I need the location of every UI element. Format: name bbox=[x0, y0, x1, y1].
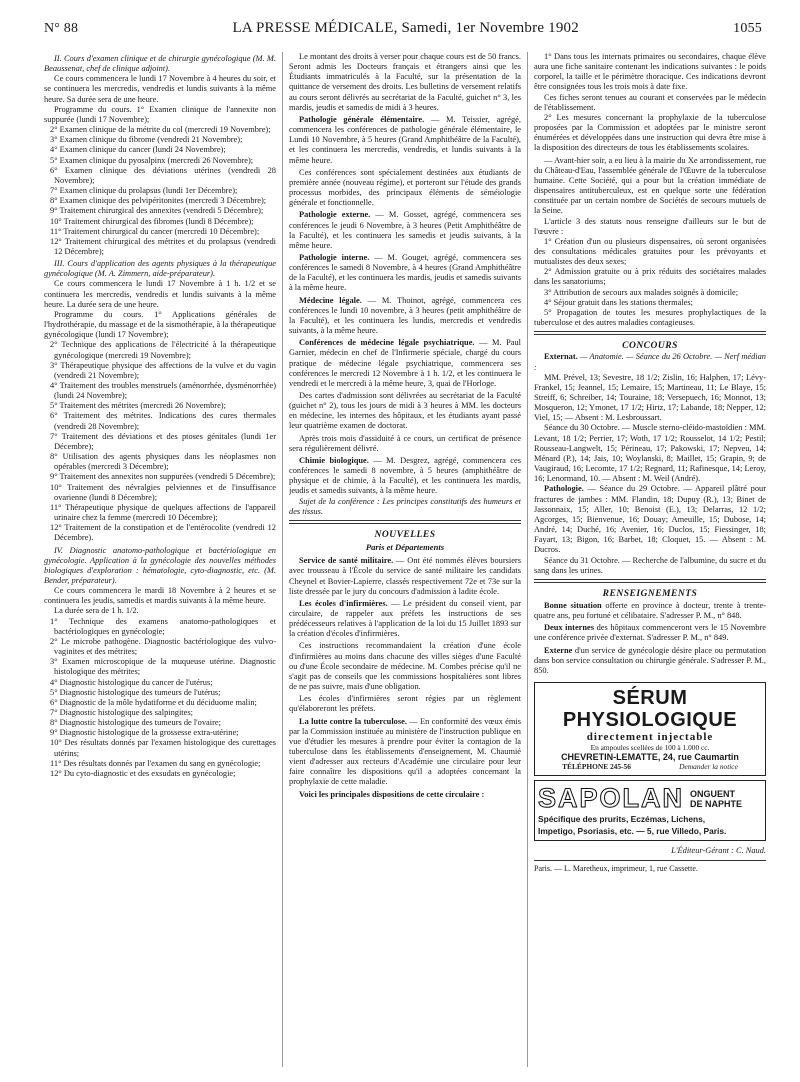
paragraph: 3° Thérapeutique physique des affections de la vulve et du vagin (vendredi 21 Novembre); bbox=[50, 360, 276, 380]
ad-logo-text: SAPOLAN bbox=[538, 783, 685, 814]
paragraph-heading: Externe bbox=[544, 645, 573, 655]
paragraph-text: — Ont été nommés élèves boursiers avec trousseau à l'École du service de santé militaire les candidats Cheynel et Bovier-Lapierre, classés respectivement 72e et 73e sur la liste dressée par le jury du concours d'admission à ladite école. bbox=[289, 556, 521, 596]
paragraph: 5° Traitement des métrites (mercredi 26 Novembre); bbox=[50, 401, 226, 411]
fees-paragraph: Le montant des droits à verser pour chaque cours est de 50 francs. Seront admis les Docteurs français et étrangers ainsi que les Étudiants immatriculés à la Faculté, sur la présentation de la quittance de versement des droits. Les bulletins de versement relatifs au cours seront délivrés au secrétariat de la Faculté, guichet n° 3, les mardis, jeudis et samedis de midi à 3 heures. bbox=[289, 52, 521, 112]
seance-31-paragraph: Séance du 31 Octobre. — Recherche de l'albumine, du sucre et du sang dans les urines. bbox=[534, 555, 766, 575]
nouvelles-subheading: Paris et Départements bbox=[365, 542, 445, 553]
assemblee-paragraph: — Avant-hier soir, a eu lieu à la mairie du Xe arrondissement, rue du Château-d'Eau, l'assemblée générale de l'Œuvre de la tuberculose humaine. Cette Société, qui a pour but la création immédiate de dispensaires antituberculeux, est en quelque sorte une fédération constituée par un certain nombre de Sociétés de secours mutuels de la Seine. bbox=[534, 155, 766, 216]
ecoles-infirmieres-paragraph bbox=[289, 599, 521, 640]
psychiatrie-paragraph bbox=[289, 338, 521, 389]
paragraph-heading: Conférences de médecine légale psychiatrique. bbox=[299, 338, 475, 348]
paragraph-text: — M. Gouget, agrégé, commencera ses conférences le samedi 8 Novembre, à 4 heures (Grand Amphithéâtre de la Faculté), et les continuera les mardis, jeudis et samedis suivants à la même heure. bbox=[289, 252, 521, 293]
printer-credit: Paris. — L. Maretheux, imprimeur, 1, rue Cassette. bbox=[534, 860, 766, 874]
sante-militaire-paragraph bbox=[289, 556, 521, 597]
list-item: 1° Création d'un ou plusieurs dispensaires, où seront organisées des consultations médicales gratuites pour les prévoyants et mutualistes des deux sexes; bbox=[534, 236, 766, 267]
ad-body-line: Impetigo, Psoriasis, etc. — 5, rue Villedo, Paris. bbox=[538, 826, 727, 837]
ad-subheadline: directement injectable bbox=[586, 731, 714, 744]
section-divider bbox=[534, 331, 766, 335]
pathologie-interne-paragraph bbox=[289, 253, 521, 294]
externat-results-paragraph: MM. Prével, 13; Sevestre, 18 1/2; Zislin, 16; Halphen, 17; Lévy-Frankel, 15; Jeannel, 15; Lemaire, 15; Martineau, 11; Le Blaye, 15; Streiff, 6; Schreiber, 14; Touraine, 18; Versepuech, 16; Monnot, 13; Mosqueron, 12; Ymonet, 17 1/2; Hirtz, 17; Labande, 18; Nepper, 12; Viel, 15; — Absent : M. Lesbroussart. bbox=[534, 372, 766, 423]
paragraph: 7° Examen clinique du prolapsus (lundi 1er Décembre); bbox=[50, 186, 238, 196]
paragraph: IV. Diagnostic anatomo-pathologique et bactériologique en gynécologie. Application à la gynécologie des nouvelles méthodes biologiques d'exploration : hématologie, cyto-diagnostic, etc. (M. Bender, préparateur). bbox=[44, 545, 276, 585]
instructions-paragraph: Ces instructions recommandaient la création d'une école d'infirmières au moins dans chacune des villes sièges d'une Faculté ou d'une École secondaire de médecine. M. Combes précise qu'il ne s'agit pas de conseils que les commissions hospitalières sont libres de ne pas suivre, mais d'une obligation. bbox=[289, 641, 521, 692]
issue-number: N° 88 bbox=[44, 21, 79, 36]
paragraph: 12° Traitement de la constipation et de l'entérocolite (vendredi 12 Décembre). bbox=[50, 523, 276, 543]
paragraph: Programme du cours. 1° Applications générales de l'hydrothérapie, du massage et de la sismothérapie, à la thérapeutique gynécologique (lundi 17 Novembre); bbox=[44, 309, 276, 340]
sujet-paragraph: Sujet de la conférence : Les principes constitutifs des humeurs et des tissus. bbox=[289, 496, 521, 516]
paragraph-heading: Deux internes bbox=[544, 623, 595, 633]
paragraph: 4° Diagnostic histologique du cancer de l'utérus; bbox=[50, 677, 213, 687]
paragraph: 12° Traitement chirurgical des métrites et du prolapsus (vendredi 12 Décembre); bbox=[50, 236, 276, 256]
ad-headline-row bbox=[538, 785, 762, 812]
cartes-admission-paragraph: Des cartes d'admission sont délivrées au secrétariat de la Faculté (guichet n° 2), tous les jours de midi à 3 heures à MM. les docteurs en médecine, les internes des hôpitaux, et les étudiants ayant passé leur quatrième examen de doctorat. bbox=[289, 391, 521, 431]
editor-credit: L'Éditeur-Gérant : C. Naud. bbox=[671, 846, 766, 856]
paragraph: 10° Des résultats donnés par l'examen histologique des curettages utérins; bbox=[50, 738, 276, 758]
paragraph: 9° Traitement des annexites non suppurées (vendredi 5 Décembre); bbox=[50, 472, 276, 482]
paragraph-heading: Pathologie. bbox=[544, 484, 584, 494]
paragraph: Ce cours commencera le lundi 17 Novembre à 4 heures du soir, et se continuera les mercredis, vendredis et lundis suivants à la même heure. Sa durée sera de une heure. bbox=[44, 74, 276, 104]
list-item: 5° Propagation de toutes les mesures prophylactiques de la tuberculose et des autres maladies contagieuses. bbox=[534, 307, 766, 328]
section-divider bbox=[289, 520, 521, 524]
paragraph-text: — M. Thoinot, agrégé, commencera ces conférences le lundi 10 novembre, à 3 heures (petit amphithéâtre de la Faculté), et les continuera les lundis, mercredis et vendredis suivants, à la même heure. bbox=[289, 295, 521, 336]
nouvelles-heading: NOUVELLES bbox=[374, 529, 436, 540]
ad-body-line: Spécifique des prurits, Eczémas, Lichens, bbox=[538, 814, 706, 825]
section-divider bbox=[534, 579, 766, 583]
externat-paragraph bbox=[534, 352, 766, 372]
circulaire-paragraph: Voici les principales dispositions de cette circulaire : bbox=[299, 789, 485, 799]
page-number: 1055 bbox=[733, 21, 762, 36]
classified-ad bbox=[534, 623, 766, 643]
paragraph: 2° Examen clinique de la métrite du col (mercredi 19 Novembre); bbox=[50, 125, 271, 135]
paragraph: 9° Diagnostic histologique de la grossesse extra-utérine; bbox=[50, 728, 239, 738]
ad-side-line: ONGUENT bbox=[690, 788, 736, 799]
paragraph: 5° Diagnostic histologique des tumeurs de l'utérus; bbox=[50, 687, 221, 697]
paragraph-heading: Chimie biologique. bbox=[299, 455, 369, 465]
paragraph: 4° Examen clinique du cancer (lundi 24 Novembre); bbox=[50, 145, 226, 155]
paragraph: 3° Examen clinique du fibrome (vendredi 21 Novembre); bbox=[50, 135, 243, 145]
paragraph-text: — Séance du 29 Octobre. — Appareil plâtré pour fractures de jambes : MM. Flandin, 18; Dupuy (R.), 13; Binet de Jassonnaix, 15; Aller, 10; Benoist (E.), 13; Delarras, 12 1/2; Agcorges, 15; Bienvenue, 16; Douay; Ameuille, 15; Dubose, 14; André, 14; Duché, 16; Avenier, 16; Duclos, 15; Fiessinger, 18; Fayart, 13; Bigon, 16; Barbet, 18; Cloquet, 15. — Absent : M. Ducros. bbox=[534, 484, 766, 555]
paragraph-heading: Bonne situation bbox=[544, 600, 602, 610]
journal-title: LA PRESSE MÉDICALE, Samedi, 1er Novembre 1902 bbox=[232, 20, 579, 36]
mesures-paragraph: 2° Les mesures concernant la prophylaxie de la tuberculose proposées par la Commission et adoptées par le ministre seront énumérées et développées dans une instruction qui devra être mise à la disposition des directeurs de tous les établissements scolaires. bbox=[534, 112, 766, 153]
classified-ad bbox=[534, 646, 766, 676]
list-item: 3° Attribution de secours aux malades soignés à domicile; bbox=[544, 287, 739, 297]
paragraph-text: — Le président du conseil vient, par circulaire, de rappeler aux préfets les instructions de ses prédécesseurs relatives à l'application de la loi du 15 Juillet 1893 sur la création d'écoles d'infirmières. bbox=[289, 598, 521, 639]
paragraph: II. Cours d'examen clinique et de chirurgie gynécologique (M. M. Beaussenat, chef de clinique adjoint). bbox=[44, 54, 276, 74]
paragraph: 3° Examen microscopique de la muqueuse utérine. Diagnostic histologique des métrites; bbox=[50, 657, 276, 677]
certificat-paragraph: Après trois mois d'assiduité à ce cours, un certificat de présence sera régulièrement délivré. bbox=[289, 433, 521, 453]
seance-30-paragraph: Séance du 30 Octobre. — Muscle sterno-cléido-mastoïdien : MM. Levant, 18 1/2; Perrier, 17; Woth, 17 1/2; Rousselot, 14 1/2; Pestil; Rousseau-Langwelt, 15; Périneau, 17; Pakowski, 17; Nepveu, 14; Ménard (P.), 14; Jais, 10; Woylanski, 8; Maillet, 15; Grapin, 9; de Vaugiraud, 16; Lecomte, 17 1/2; Regnard, 11; Rafinesque, 14; Leroy, 16; Lenormand, 10. — Absent : M. Weil (André). bbox=[534, 423, 766, 484]
paragraph: 12° Du cyto-diagnostic et des exsudats en gynécologie; bbox=[50, 768, 236, 778]
paragraph: 7° Traitement des déviations et des ptoses génitales (lundi 1er Décembre); bbox=[50, 431, 276, 451]
page-header bbox=[44, 20, 762, 42]
pathologie-externe-paragraph bbox=[289, 210, 521, 251]
list-item: 4° Séjour gratuit dans les stations thermales; bbox=[544, 297, 693, 307]
paragraph-text: — M. Gosset, agrégé, commencera ses conférences le jeudi 6 Novembre, à 3 heures (Petit Amphithéâtre de la Faculté), et les continuera les samedis et jeudis suivants, à la même heure. bbox=[289, 210, 521, 250]
classified-ad bbox=[534, 601, 766, 621]
paragraph-heading: Médecine légale. bbox=[299, 295, 362, 305]
paragraph-heading: La lutte contre la tuberculose. bbox=[299, 716, 407, 726]
ad-side-line: DE NAPHTE bbox=[690, 798, 743, 809]
chimie-biologique-paragraph bbox=[289, 456, 521, 497]
serum-advertisement bbox=[534, 682, 766, 776]
column-right bbox=[534, 52, 766, 1067]
ad-footer bbox=[538, 762, 762, 771]
paragraph-heading: Pathologie externe. bbox=[299, 210, 371, 220]
column-middle bbox=[289, 52, 521, 1067]
paragraph: 9° Traitement chirurgical des annexites (vendredi 5 Décembre); bbox=[50, 206, 264, 216]
column-left bbox=[44, 52, 276, 1067]
paragraph-heading: Externat. bbox=[544, 352, 578, 362]
paragraph: 11° Traitement chirurgical du cancer (mercredi 10 Décembre); bbox=[50, 226, 260, 236]
reglement-paragraph: Les écoles d'infirmières seront régies par un règlement qu'élaboreront les préfets. bbox=[289, 694, 521, 714]
paragraph: 11° Des résultats donnés par l'examen du sang en gynécologie; bbox=[50, 758, 261, 768]
medecine-legale-paragraph bbox=[289, 296, 521, 337]
ad-side-text bbox=[690, 789, 742, 809]
paragraph-text: — M. Desgrez, agrégé, commencera ces conférences le samedi 8 novembre, à 5 heures (amphithéâtre de physique et de chimie, à la Faculté), et les continuera les mardis, jeudis et samedis suivants, à la même heure. bbox=[289, 455, 521, 496]
renseignements-heading: RENSEIGNEMENTS bbox=[602, 588, 698, 599]
paragraph-text: — M. Paul Garnier, médecin en chef de l'Infirmerie spéciale, chargé du cours pratique de médecine légale psychiatrique, commencera ses conférences le mercredi 12 Novembre à 1 h. 1/2, et les continuera le vendredi et le mercredi à la même heure, 3, quai de l'Horloge. bbox=[289, 338, 521, 388]
sapolan-advertisement bbox=[534, 780, 766, 841]
paragraph-heading: Pathologie générale élémentaire. bbox=[299, 114, 425, 124]
list-item: 2° Admission gratuite ou à prix réduits des sociétaires malades dans les sanatoriums; bbox=[534, 267, 766, 287]
article-columns bbox=[44, 52, 766, 1067]
ad-detail: En ampoules scellées de 100 à 1.000 cc. bbox=[590, 743, 710, 753]
paragraph: 8° Examen clinique des pelvipéritonites (mercredi 3 Décembre); bbox=[50, 196, 267, 206]
paragraph-text: d'un service de gynécologie désire place ou permutation dans bon service consultation ou chirurgie générale. S'adresser P. M., 850. bbox=[534, 645, 766, 675]
conferences-paragraph: Ces conférences sont spécialement destinées aux étudiants de première année (nouveau régime), et porteront sur l'étude des grands processus morbides, des principaux éléments de séméiologie générale et fonctionnelle. bbox=[289, 167, 521, 208]
pathologie-generale-paragraph bbox=[289, 115, 521, 166]
fiches-paragraph: Ces fiches seront tenues au courant et conservées par le médecin de l'établissement. bbox=[534, 92, 766, 112]
paragraph: 11° Thérapeutique physique de quelques affections de l'appareil urinaire chez la femme (mercredi 10 Décembre); bbox=[50, 502, 276, 523]
paragraph: 7° Diagnostic histologique des salpingites; bbox=[50, 708, 193, 717]
paragraph: 6° Examen clinique des déviations utérines (vendredi 28 Novembre); bbox=[50, 165, 276, 185]
tuberculose-paragraph bbox=[289, 717, 521, 788]
paragraph: 6° Traitement des métrites. Indications des cures thermales (vendredi 28 Novembre); bbox=[50, 411, 276, 431]
paragraph: Ce cours commencera le lundi 17 Novembre à 1 h. 1/2 et se continuera les mercredis, vendredis et lundis suivants à la même heure. La durée sera de une heure. bbox=[44, 279, 276, 309]
paragraph-text: des hôpitaux commenceront vers le 15 Novembre une conférence privée d'externat. S'adresser P. M., n° 849. bbox=[534, 623, 766, 643]
fiche-sanitaire-paragraph: 1° Dans tous les internats primaires ou secondaires, chaque élève aura une fiche sanitaire contenant les indications suivantes : le poids corporel, la taille et le périmètre thoracique. Ces indications devront être consignées tous les trois mois à date fixe. bbox=[534, 52, 766, 92]
paragraph: 6° Diagnostic de la môle hydatiforme et du déciduome malin; bbox=[50, 697, 257, 707]
paragraph: Ce cours commencera le mardi 18 Novembre à 2 heures et se continuera les jeudis, samedis et mardis suivants à la même heure. bbox=[44, 586, 276, 606]
paragraph: 2° Le microbe pathogène. Diagnostic bactériologique des vulvo-vaginites et des métrites; bbox=[50, 636, 276, 657]
ad-headline: SÉRUM PHYSIOLOGIQUE bbox=[562, 687, 738, 732]
paragraph: 1° Technique des examens anatomo-pathologiques et bactériologiques en gynécologie; bbox=[50, 616, 276, 636]
paragraph-heading: Service de santé militaire. bbox=[299, 556, 394, 566]
paragraph-text: offerte en province à docteur, trente à trente-quatre ans, peu fortuné et célibataire. S'adresser P. M., n° 848. bbox=[534, 600, 766, 621]
paragraph: 8° Diagnostic histologique des tumeurs de l'ovaire; bbox=[50, 718, 221, 728]
ad-address: CHEVRETIN-LEMATTE, 24, rue Caumartin bbox=[561, 752, 739, 763]
concours-heading: CONCOURS bbox=[622, 341, 678, 352]
paragraph: Programme du cours. 1° Examen clinique de l'annexite non suppurée (lundi 17 Novembre); bbox=[44, 104, 276, 124]
paragraph: 5° Examen clinique du pyosalpinx (mercredi 26 Novembre); bbox=[50, 155, 254, 165]
paragraph-text: — M. Teissier, agrégé, commencera les conférences de pathologie générale élémentaire, le Lundi 10 Novembre, à 5 heures (Grand Amphithéâtre de la Faculté), et les continuera les mercredis, vendredis, et lundis suivants à la même heure. bbox=[289, 114, 521, 165]
paragraph: 8° Utilisation des agents physiques dans les néoplasmes non opérables (mercredi 3 Décembre); bbox=[50, 452, 276, 472]
ad-telephone: TÉLÉPHONE 245-56 bbox=[562, 762, 631, 772]
paragraph-heading: Pathologie interne. bbox=[299, 252, 370, 262]
paragraph: 2° Technique des applications de l'électricité à la thérapeutique gynécologique (mercredi 19 Novembre); bbox=[50, 340, 276, 360]
pathologie-concours-paragraph bbox=[534, 484, 766, 555]
ad-notice: Demander la notice bbox=[679, 762, 738, 772]
paragraph-heading: Les écoles d'infirmières. bbox=[299, 598, 388, 608]
column-divider bbox=[527, 52, 528, 1067]
paragraph-text: — En conformité des vœux émis par la Commission instituée au ministère de l'instruction publique en vue d'étudier les mesures à prendre pour éviter la contagion de la tuberculose dans les établissements d'enseignement, M. Chaumié vient d'adresser aux recteurs d'Académie une circulaire pour leur faire connaître les dispositions qu'il a adoptées concernant la prophylaxie de cette maladie. bbox=[289, 716, 521, 787]
paragraph: 10° Traitement chirurgical des fibromes (lundi 8 Décembre); bbox=[50, 216, 254, 226]
paragraph-text: — Anatomie. — Séance du 26 Octobre. — Nerf médian : bbox=[534, 352, 766, 372]
paragraph: 4° Traitement des troubles menstruels (aménorrhée, dysménorrhée) (lundi 24 Novembre); bbox=[50, 381, 276, 401]
paragraph: La durée sera de 1 h. 1/2. bbox=[54, 606, 139, 616]
statuts-paragraph: L'article 3 des statuts nous renseigne d'ailleurs sur le but de l'œuvre : bbox=[534, 216, 766, 236]
paragraph: 10° Traitement des névralgies pelviennes et de l'insuffisance ovarienne (lundi 8 Décembre); bbox=[50, 482, 276, 502]
column-divider bbox=[282, 52, 283, 1067]
paragraph: III. Cours d'application des agents physiques à la thérapeutique gynécologique (M. A. Zimmern, aide-préparateur). bbox=[44, 259, 276, 279]
